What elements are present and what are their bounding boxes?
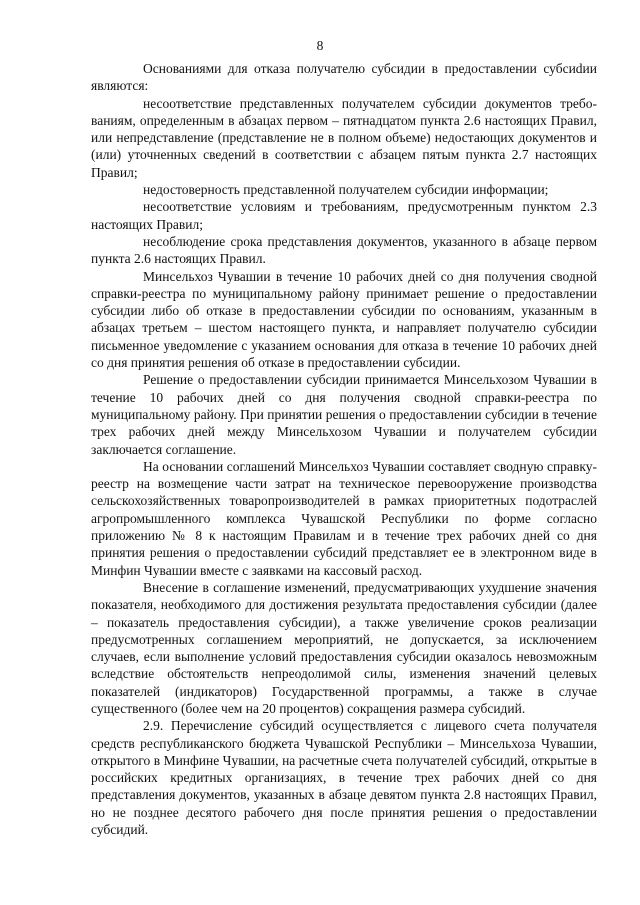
paragraph-refusal-grounds-intro: Основаниями для отказа получателю субсидии в предоставлении субсиdии являются: [91,61,597,94]
paragraph-agreement-conclusion: Решение о предоставлении субсидии принимается Минсельхозом Чувашии в течение 10 рабочих дней со дня получения сводной справки-реестра по муниципальному району. При принятии решения о предоставлении субсидии в течение трех рабочих дней между Минсельхозом Чувашии и получателем субсидии заключается соглашение. [91,372,597,457]
paragraph-agreement-amendments: Внесение в соглашение изменений, предусматривающих ухудшение значения показателя, необходимого для достижения результата предоставления субсидии (далее – показатель предоставления субсидии), а также увеличение сроков реализации предусмотренных соглашением мероприятий, не допускается, за исключением случаев, если выполнение условий предоставления субсидии оказалось невозможным вследствие обстоятельств непреодолимой силы, изменения значений целевых показателей (индикаторов) Государственной программы, а также в случае существенного (более чем на 20 процентов) сокращения размера субсидий. [91,579,597,716]
document-body [91,60,597,838]
paragraph-ground-document-mismatch: несоответствие представленных получателем субсидии документов требованиям, определенным в абзацах первом – пятнадцатом пункта 2.6 настоящих Правил, или непредставление (представление не в полном объеме) недостающих документов и (или) уточненных сведений в соответствии с абзацем пятым пункта 2.7 настоящих Правил; [91,95,597,180]
paragraph-decision-procedure: Минсельхоз Чувашии в течение 10 рабочих дней со дня получения сводной справки-реестра по муниципальному району принимает решение о предоставлении субсидии либо об отказе в предоставлении субсидии по основаниям, указанным в абзацах третьем – шестом настоящего пункта, и направляет получателю субсидии письменное уведомление с указанием основания для отказа в течение 10 рабочих дней со дня принятия решения об отказе в предоставлении субсидии. [91,268,597,371]
paragraph-ground-unreliable-info: недостоверность представленной получателем субсидии информации; [143,182,549,198]
paragraph-ground-conditions-mismatch: несоответствие условиям и требованиям, предусмотренным пунктом 2.3 настоящих Правил; [91,199,597,232]
paragraph-ground-deadline-missed: несоблюдение срока представления документов, указанного в абзаце первом пункта 2.6 настоящих Правил. [91,233,597,267]
paragraph-summary-register: На основании соглашений Минсельхоз Чувашии составляет сводную справку-реестр на возмещение части затрат на техническое перевооружение производства сельскохозяйственных товаропроизводителей в рамках приоритетных подотраслей агропромышленного комплекса Чувашской Республики по форме согласно приложению № 8 к настоящим Правилам и в течение трех рабочих дней со дня принятия решения о предоставлении субсидий представляет ее в электронном виде в Минфин Чувашии вместе с заявками на кассовый расход. [91,458,597,578]
paragraph-section-2-9-transfer: 2.9. Перечисление субсидий осуществляется с лицевого счета получателя средств республиканского бюджета Чувашской Республики – Минсельхоза Чувашии, открытого в Минфине Чувашии, на расчетные счета получателей субсидий, открытые в российских кредитных организациях, в течение трех рабочих дней со дня представления документов, указанных в абзаце девятом пункта 2.8 настоящих Правил, но не позднее десятого рабочего дня после принятия решения о предоставлении субсидий. [91,718,597,838]
page-number: 8 [316,38,324,53]
